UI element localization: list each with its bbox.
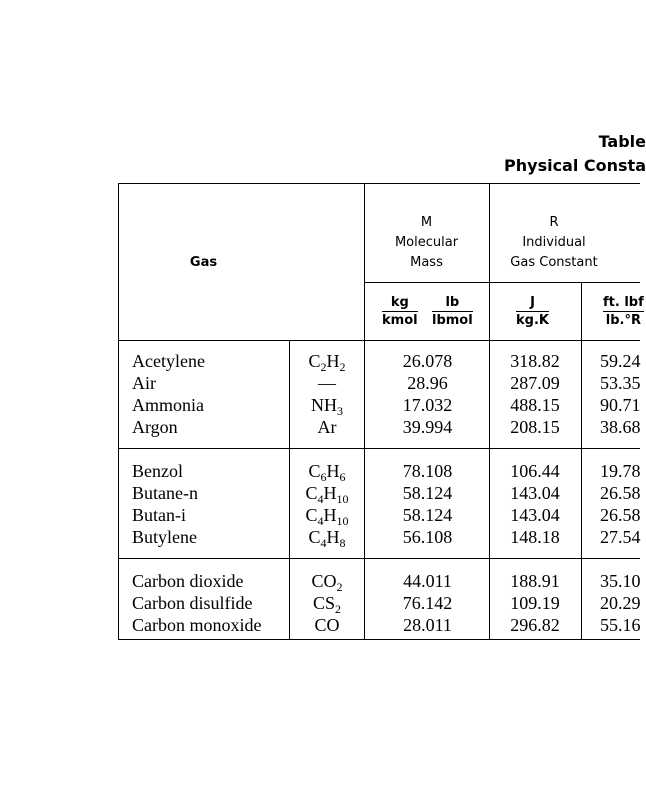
mass-symbol: M — [420, 215, 433, 230]
table-top-border — [118, 183, 640, 184]
gas-formula: — — [318, 373, 336, 393]
gas-formula: $C_4H_8$ — [308, 527, 346, 550]
mass-label-1: Molecular — [394, 235, 459, 250]
molecular-mass-value: 58.124 — [402, 505, 453, 525]
gas-constant-eng: 20.29 — [600, 593, 641, 613]
gas-name: Carbon dioxide — [132, 571, 244, 591]
gas-constant-eng: 26.58 — [600, 505, 641, 525]
gas-name: Argon — [132, 417, 178, 437]
gas-name: Butane-n — [132, 483, 198, 503]
gas-constant-header — [489, 213, 619, 273]
gas-name: Carbon monoxide — [132, 615, 262, 635]
header-bottom-border — [118, 340, 640, 341]
molecular-mass-value: 78.108 — [402, 461, 453, 481]
gas-constant-eng: 38.68 — [600, 417, 641, 437]
gas-constant-si: 143.04 — [510, 483, 560, 503]
r-label-2: Gas Constant — [510, 255, 598, 270]
gas-formula: $CO_2$ — [311, 571, 343, 594]
unit-j-kgk: J kg.K — [516, 295, 549, 328]
gas-constant-si: 208.15 — [510, 417, 560, 437]
gas-constant-si: 296.82 — [510, 615, 560, 635]
molecular-mass-header — [364, 213, 489, 273]
r-label-1: Individual — [522, 235, 586, 250]
gas-name: Butan-i — [132, 505, 186, 525]
gas-formula: CO — [314, 615, 340, 635]
gas-constant-eng: 19.78 — [600, 461, 641, 481]
gas-formula: $C_4H_{10}$ — [305, 505, 349, 528]
gas-constant-eng: 53.35 — [600, 373, 641, 393]
gas-constant-eng: 27.54 — [600, 527, 641, 547]
gas-constant-eng: 55.16 — [600, 615, 641, 635]
molecular-mass-value: 28.011 — [403, 615, 452, 635]
unit-ftlbf-lbr: ft. lbf lb.°R — [603, 295, 644, 328]
gas-constant-si: 106.44 — [510, 461, 560, 481]
molecular-mass-value: 39.994 — [402, 417, 453, 437]
table-title: Table — [598, 132, 646, 151]
gas-name: Carbon disulfide — [132, 593, 253, 613]
gas-constant-eng: 26.58 — [600, 483, 641, 503]
molecular-mass-value: 28.96 — [407, 373, 448, 393]
molecular-mass-value: 26.078 — [402, 351, 453, 371]
molecular-mass-value: 44.011 — [403, 571, 452, 591]
gas-formula: $NH_3$ — [311, 395, 343, 418]
table-left-border — [118, 183, 119, 640]
gas-constant-eng: 35.10 — [600, 571, 641, 591]
gas-formula: $C_6H_6$ — [308, 461, 346, 484]
molecular-mass-value: 17.032 — [402, 395, 453, 415]
molecular-mass-value: 58.124 — [402, 483, 453, 503]
gas-header: Gas — [189, 255, 218, 270]
gas-formula: $C_4H_{10}$ — [305, 483, 349, 506]
gas-formula: Ar — [317, 417, 337, 437]
gas-name: Butylene — [132, 527, 197, 547]
gas-name: Air — [132, 373, 156, 393]
unit-kg-kmol: kg kmol — [382, 295, 418, 328]
group-divider-1 — [118, 448, 640, 449]
r-units-divider — [581, 282, 582, 640]
table-subtitle: Physical Consta — [504, 156, 646, 175]
gas-constant-si: 188.91 — [510, 571, 560, 591]
gas-constant-si: 148.18 — [510, 527, 560, 547]
gas-formula: $CS_2$ — [312, 593, 342, 616]
gas-constant-eng: 59.24 — [600, 351, 641, 371]
table-bottom-border — [118, 639, 640, 640]
gas-name: Ammonia — [132, 395, 204, 415]
gas-constant-si: 318.82 — [510, 351, 560, 371]
unit-lb-lbmol: lb lbmol — [432, 295, 473, 328]
group-divider-2 — [118, 558, 640, 559]
unit-row-top-border — [364, 282, 640, 283]
molecular-mass-value: 56.108 — [402, 527, 453, 547]
gas-formula: $C_2H_2$ — [308, 351, 346, 374]
gas-constant-si: 143.04 — [510, 505, 560, 525]
gas-name: Benzol — [132, 461, 183, 481]
gas-constant-si: 109.19 — [510, 593, 560, 613]
gas-constant-eng: 90.71 — [600, 395, 641, 415]
gas-name: Acetylene — [132, 351, 205, 371]
mass-label-2: Mass — [410, 255, 443, 270]
gas-constant-si: 488.15 — [510, 395, 560, 415]
r-symbol: R — [549, 215, 559, 230]
molecular-mass-value: 76.142 — [402, 593, 453, 613]
gas-constant-si: 287.09 — [510, 373, 560, 393]
